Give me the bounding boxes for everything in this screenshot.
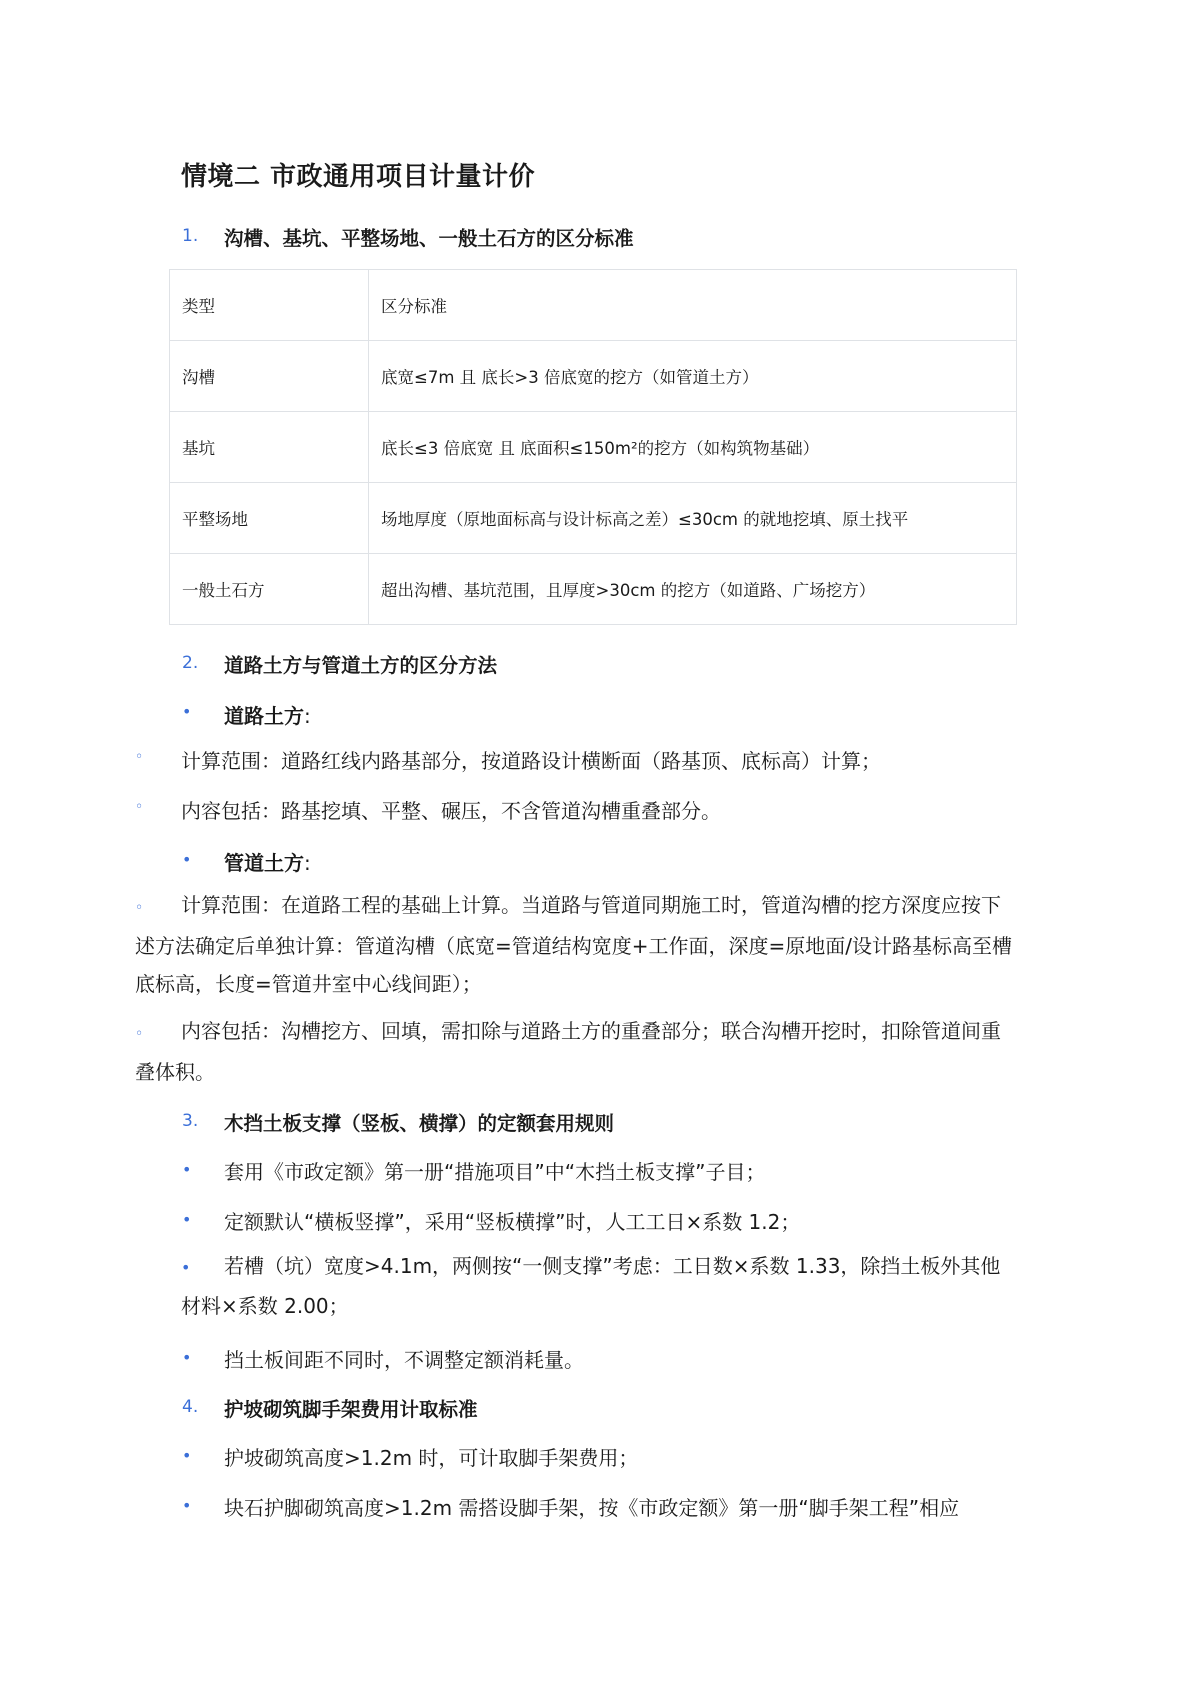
table-row bbox=[170, 554, 1017, 625]
section-2-heading: 道路土方与管道土方的区分方法 bbox=[224, 654, 498, 677]
rule-item: 挡土板间距不同时，不调整定额消耗量。 bbox=[224, 1348, 584, 1372]
bullet-marker: • bbox=[182, 1348, 192, 1367]
table-cell: 基坑 bbox=[170, 412, 369, 483]
bullet-marker: • bbox=[182, 1210, 192, 1229]
pipe-item-scope-text: 计算范围：在道路工程的基础上计算。当道路与管道同期施工时，管道沟槽的挖方深度应按下述方法确定后单独计算：管道沟槽（底宽=管道结构宽度+工作面，深度=原地面/设计路基标高至槽底标高，长度=管道井室中心线间距）； bbox=[135, 893, 1013, 996]
road-earthwork-label bbox=[224, 700, 311, 729]
sub-bullet-marker: ◦ bbox=[135, 749, 144, 765]
table-row bbox=[170, 483, 1017, 554]
table-cell: 平整场地 bbox=[170, 483, 369, 554]
road-item-content: 内容包括：路基挖填、平整、碾压，不含管道沟槽重叠部分。 bbox=[181, 799, 721, 823]
section-1-number: 1. bbox=[182, 226, 199, 246]
section-1-heading: 沟槽、基坑、平整场地、一般土石方的区分标准 bbox=[224, 227, 634, 250]
pipe-earthwork-label bbox=[224, 847, 311, 876]
scaffold-item: 护坡砌筑高度>1.2m 时，可计取脚手架费用； bbox=[224, 1446, 639, 1470]
bullet-marker: • bbox=[182, 702, 192, 721]
bullet-marker: • bbox=[182, 850, 192, 869]
section-4-number: 4. bbox=[182, 1397, 199, 1417]
sub-bullet-marker: ◦ bbox=[135, 900, 144, 916]
table-row bbox=[170, 412, 1017, 483]
bullet-marker: • bbox=[182, 1496, 192, 1515]
rule-item-text: 若槽（坑）宽度>4.1m，两侧按“一侧支撑”考虑：工日数×系数 1.33，除挡土板外其他材料×系数 2.00； bbox=[181, 1254, 1001, 1318]
section-2-number: 2. bbox=[182, 653, 199, 673]
rule-item: 套用《市政定额》第一册“措施项目”中“木挡土板支撑”子目； bbox=[224, 1160, 766, 1184]
scaffold-item: 块石护脚砌筑高度>1.2m 需搭设脚手架，按《市政定额》第一册“脚手架工程”相应 bbox=[224, 1496, 960, 1520]
table-header-row bbox=[170, 270, 1017, 341]
table-cell: 场地厚度（原地面标高与设计标高之差）≤30cm 的就地挖填、原土找平 bbox=[369, 483, 1017, 554]
pipe-label-text: 管道土方 bbox=[224, 851, 304, 875]
bullet-marker: • bbox=[182, 1160, 192, 1179]
classification-table bbox=[169, 269, 1017, 625]
road-item-scope: 计算范围：道路红线内路基部分，按道路设计横断面（路基顶、底标高）计算； bbox=[181, 749, 881, 773]
pipe-label-colon: : bbox=[304, 851, 311, 875]
table-cell: 一般土石方 bbox=[170, 554, 369, 625]
road-label-colon: : bbox=[304, 704, 311, 728]
table-row bbox=[170, 341, 1017, 412]
table-cell: 超出沟槽、基坑范围，且厚度>30cm 的挖方（如道路、广场挖方） bbox=[369, 554, 1017, 625]
table-header-cell: 类型 bbox=[170, 270, 369, 341]
table-cell: 底宽≤7m 且 底长>3 倍底宽的挖方（如管道土方） bbox=[369, 341, 1017, 412]
pipe-item-content-text: 内容包括：沟槽挖方、回填，需扣除与道路土方的重叠部分；联合沟槽开挖时，扣除管道间重叠体积。 bbox=[135, 1019, 1001, 1084]
section-4-heading: 护坡砌筑脚手架费用计取标准 bbox=[224, 1398, 478, 1421]
table-cell: 沟槽 bbox=[170, 341, 369, 412]
bullet-marker: • bbox=[182, 1446, 192, 1465]
pipe-item-scope bbox=[135, 886, 1017, 1003]
table-cell: 底长≤3 倍底宽 且 底面积≤150m²的挖方（如构筑物基础） bbox=[369, 412, 1017, 483]
road-label-text: 道路土方 bbox=[224, 704, 304, 728]
pipe-item-content bbox=[135, 1012, 1017, 1091]
rule-item: 定额默认“横板竖撑”，采用“竖板横撑”时，人工工日×系数 1.2； bbox=[224, 1210, 801, 1234]
page-title: 情境二 市政通用项目计量计价 bbox=[181, 162, 536, 192]
sub-bullet-marker: ◦ bbox=[135, 1026, 144, 1042]
sub-bullet-marker: ◦ bbox=[135, 799, 144, 815]
bullet-marker: • bbox=[181, 1258, 191, 1277]
section-3-number: 3. bbox=[182, 1111, 199, 1131]
table-header-cell: 区分标准 bbox=[369, 270, 1017, 341]
rule-item bbox=[181, 1247, 1017, 1325]
section-3-heading: 木挡土板支撑（竖板、横撑）的定额套用规则 bbox=[224, 1112, 615, 1135]
